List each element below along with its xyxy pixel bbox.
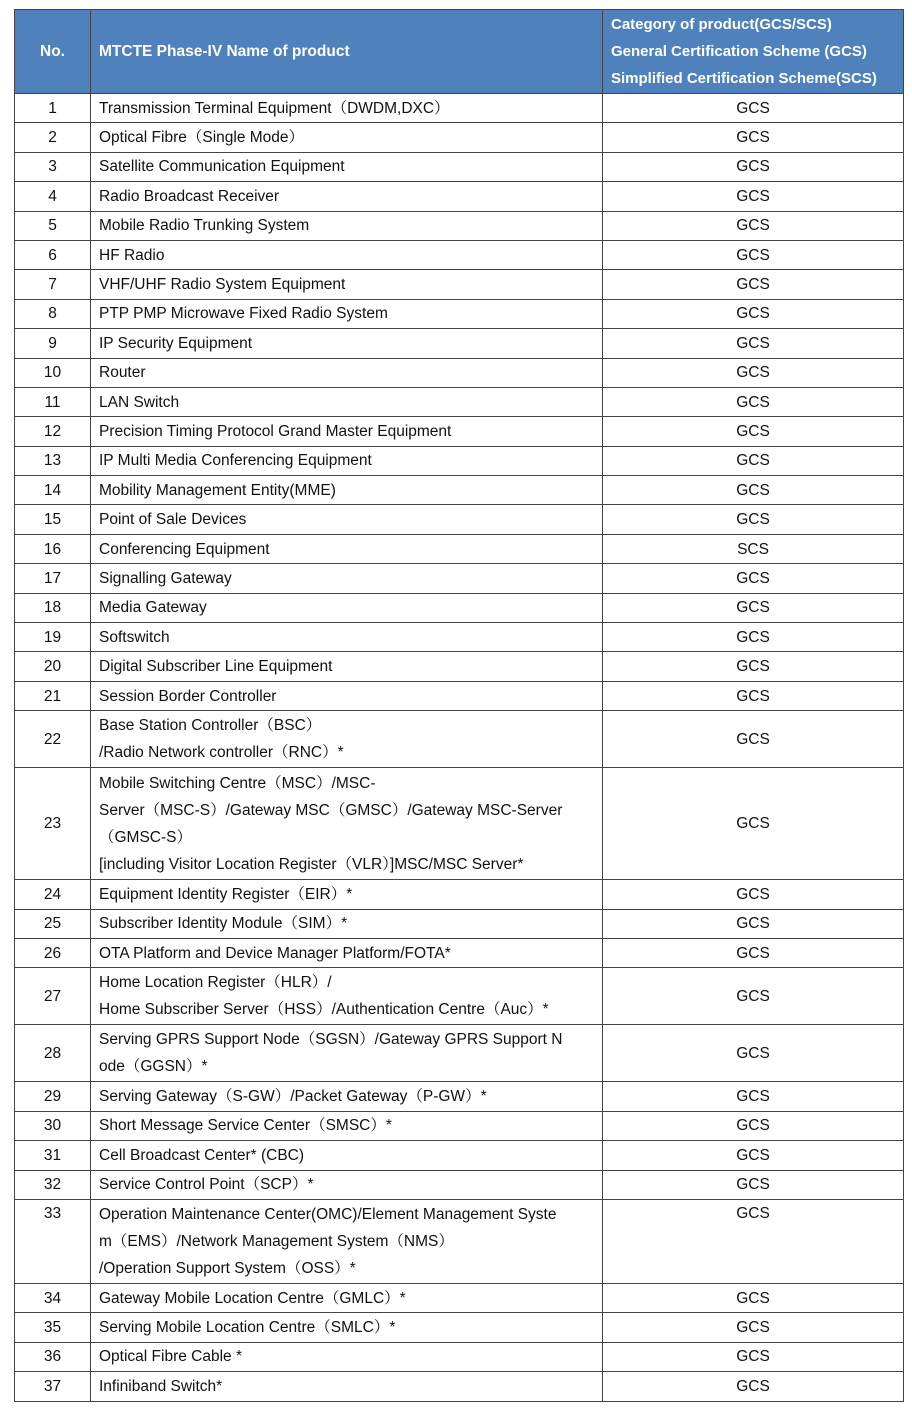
row-number: 10 [15,358,91,387]
product-category: GCS [603,94,904,123]
product-name [91,417,603,446]
product-name [91,1342,603,1371]
product-name-line: Subscriber Identity Module（SIM）* [99,915,348,933]
product-name [91,534,603,563]
product-name-line: /Radio Network controller（RNC）* [99,744,344,762]
product-name [91,299,603,328]
row-number: 22 [15,711,91,768]
product-name [91,652,603,681]
row-number: 24 [15,880,91,909]
product-name [91,446,603,475]
table-row [15,1111,904,1140]
product-category: GCS [603,1082,904,1111]
table-row [15,94,904,123]
row-number: 13 [15,446,91,475]
product-category: GCS [603,564,904,593]
product-category: GCS [603,768,904,880]
product-category: GCS [603,1342,904,1371]
product-name-line: （GMSC-S） [99,828,193,846]
product-category: GCS [603,1372,904,1401]
product-table [14,9,904,1402]
header-row [15,10,904,94]
row-number: 23 [15,768,91,880]
table-row [15,564,904,593]
table-row [15,211,904,240]
table-row [15,358,904,387]
product-name [91,681,603,710]
table-row [15,1082,904,1111]
table-row [15,1313,904,1342]
product-name-line: Short Message Service Center（SMSC）* [99,1117,392,1135]
product-name [91,240,603,269]
product-name-line: m（EMS）/Network Management System（NMS） [99,1232,454,1250]
product-category: GCS [603,152,904,181]
table-row [15,505,904,534]
row-number: 7 [15,270,91,299]
product-category: GCS [603,417,904,446]
row-number: 5 [15,211,91,240]
product-name-line: HF Radio [99,246,165,264]
row-number: 4 [15,182,91,211]
table-row [15,1170,904,1199]
table-row [15,476,904,505]
product-name-line: Precision Timing Protocol Grand Master Equipment [99,422,452,440]
product-category: GCS [603,1313,904,1342]
row-number: 37 [15,1372,91,1401]
row-number: 32 [15,1170,91,1199]
product-name [91,211,603,240]
row-number: 31 [15,1141,91,1170]
product-name-line: Radio Broadcast Receiver [99,187,280,205]
table-row [15,387,904,416]
product-category: SCS [603,534,904,563]
product-name-line: Mobility Management Entity(MME) [99,481,336,499]
product-name-line: Equipment Identity Register（EIR）* [99,885,353,903]
product-name-line: Point of Sale Devices [99,511,247,529]
table-row [15,270,904,299]
product-name [91,387,603,416]
row-number: 6 [15,240,91,269]
table-row [15,1141,904,1170]
product-name [91,909,603,938]
product-category: GCS [603,270,904,299]
product-name-line: Conferencing Equipment [99,540,270,558]
header-category-line: Category of product(GCS/SCS) [611,16,832,33]
product-name [91,1111,603,1140]
product-name [91,123,603,152]
row-number: 34 [15,1283,91,1312]
row-number: 29 [15,1082,91,1111]
product-name [91,182,603,211]
table-row [15,240,904,269]
product-name-line: Operation Maintenance Center(OMC)/Element Management Syste [99,1205,557,1223]
product-category: GCS [603,593,904,622]
product-category: GCS [603,681,904,710]
product-name-line: Base Station Controller（BSC） [99,717,322,735]
product-category: GCS [603,240,904,269]
product-name-line: Cell Broadcast Center* (CBC) [99,1146,305,1164]
table-row [15,329,904,358]
row-number: 25 [15,909,91,938]
product-category: GCS [603,358,904,387]
row-number: 18 [15,593,91,622]
product-name-line: IP Multi Media Conferencing Equipment [99,452,372,470]
product-name-line: Serving Gateway（S-GW）/Packet Gateway（P-GW）* [99,1088,487,1106]
product-name-line: Transmission Terminal Equipment（DWDM,DXC） [99,99,450,117]
product-name-line: Home Location Register（HLR）/ [99,974,332,992]
table-row [15,593,904,622]
product-name [91,768,603,880]
header-no: No. [15,10,91,94]
table-row [15,909,904,938]
table-row [15,938,904,967]
product-category: GCS [603,938,904,967]
table-row [15,681,904,710]
product-name [91,593,603,622]
product-name-line: OTA Platform and Device Manager Platform/FOTA* [99,944,451,962]
product-name-line: Router [99,364,146,382]
product-category: GCS [603,299,904,328]
product-category: GCS [603,123,904,152]
table-row [15,1342,904,1371]
table-row [15,182,904,211]
product-name-line: VHF/UHF Radio System Equipment [99,276,346,294]
product-category: GCS [603,652,904,681]
product-category: GCS [603,446,904,475]
row-number: 15 [15,505,91,534]
product-name-line: /Operation Support System（OSS）* [99,1259,356,1277]
row-number: 21 [15,681,91,710]
product-category: GCS [603,1170,904,1199]
product-name-line: [including Visitor Location Register（VLR）]MSC/MSC Server* [99,855,524,873]
product-category: GCS [603,909,904,938]
product-name-line: Digital Subscriber Line Equipment [99,658,333,676]
table-row [15,968,904,1025]
header-product-name: MTCTE Phase-IV Name of product [91,10,603,94]
product-name [91,505,603,534]
row-number: 20 [15,652,91,681]
table-row [15,1199,904,1283]
row-number: 16 [15,534,91,563]
product-category: GCS [603,182,904,211]
table-row [15,711,904,768]
product-name-line: Server（MSC-S）/Gateway MSC（GMSC）/Gateway MSC-Server [99,801,563,819]
row-number: 12 [15,417,91,446]
header-category-line: General Certification Scheme (GCS) [611,43,867,60]
row-number: 36 [15,1342,91,1371]
product-name-line: Session Border Controller [99,687,277,705]
table-row [15,623,904,652]
product-name-line: Serving GPRS Support Node（SGSN）/Gateway GPRS Support N [99,1031,563,1049]
product-name-line: Home Subscriber Server（HSS）/Authentication Centre（Auc）* [99,1001,549,1019]
product-category: GCS [603,1025,904,1082]
row-number: 17 [15,564,91,593]
product-name-line: Satellite Communication Equipment [99,158,345,176]
row-number: 11 [15,387,91,416]
product-name [91,1082,603,1111]
row-number: 35 [15,1313,91,1342]
product-name [91,1372,603,1401]
product-name [91,94,603,123]
product-name-line: Mobile Radio Trunking System [99,217,310,235]
product-name-line: Service Control Point（SCP）* [99,1176,314,1194]
row-number: 33 [15,1199,91,1283]
header-category [603,10,904,94]
product-name [91,152,603,181]
product-name [91,711,603,768]
product-category: GCS [603,505,904,534]
product-name-line: ode（GGSN）* [99,1058,208,1076]
product-name-line: LAN Switch [99,393,180,411]
product-name-line: Serving Mobile Location Centre（SMLC）* [99,1319,396,1337]
table-row [15,1025,904,1082]
product-category: GCS [603,1199,904,1283]
product-name [91,1025,603,1082]
product-name [91,476,603,505]
table-row [15,299,904,328]
product-category: GCS [603,623,904,652]
table-row [15,1372,904,1401]
row-number: 2 [15,123,91,152]
product-name [91,329,603,358]
product-category: GCS [603,1111,904,1140]
product-name [91,1313,603,1342]
product-name-line: Mobile Switching Centre（MSC）/MSC- [99,774,376,792]
product-category: GCS [603,476,904,505]
product-name [91,270,603,299]
table-row [15,123,904,152]
product-name-line: Optical Fibre（Single Mode） [99,129,305,147]
product-name [91,564,603,593]
table-row [15,152,904,181]
product-name [91,623,603,652]
row-number: 26 [15,938,91,967]
row-number: 9 [15,329,91,358]
product-name [91,1170,603,1199]
product-category: GCS [603,329,904,358]
product-name [91,1141,603,1170]
row-number: 19 [15,623,91,652]
product-name-line: Infiniband Switch* [99,1377,223,1395]
product-name [91,1283,603,1312]
product-name [91,358,603,387]
row-number: 8 [15,299,91,328]
product-name-line: Signalling Gateway [99,569,232,587]
table-header [15,10,904,94]
product-name-line: Softswitch [99,628,170,646]
row-number: 27 [15,968,91,1025]
product-name-line: Gateway Mobile Location Centre（GMLC）* [99,1289,406,1307]
table-row [15,446,904,475]
product-category: GCS [603,211,904,240]
header-category-line: Simplified Certification Scheme(SCS) [611,70,877,87]
product-name-line: PTP PMP Microwave Fixed Radio System [99,305,388,323]
product-name [91,1199,603,1283]
row-number: 28 [15,1025,91,1082]
product-category: GCS [603,880,904,909]
product-name-line: IP Security Equipment [99,334,253,352]
table-row [15,652,904,681]
row-number: 3 [15,152,91,181]
row-number: 1 [15,94,91,123]
product-category: GCS [603,968,904,1025]
product-category: GCS [603,1141,904,1170]
product-category: GCS [603,1283,904,1312]
table-row [15,768,904,880]
product-name [91,938,603,967]
product-name [91,880,603,909]
table-row [15,880,904,909]
row-number: 14 [15,476,91,505]
table-row [15,417,904,446]
product-name-line: Optical Fibre Cable * [99,1348,243,1366]
row-number: 30 [15,1111,91,1140]
product-name [91,968,603,1025]
product-name-line: Media Gateway [99,599,207,617]
table-body [15,94,904,1402]
product-category: GCS [603,387,904,416]
table-row [15,534,904,563]
product-category: GCS [603,711,904,768]
table-row [15,1283,904,1312]
